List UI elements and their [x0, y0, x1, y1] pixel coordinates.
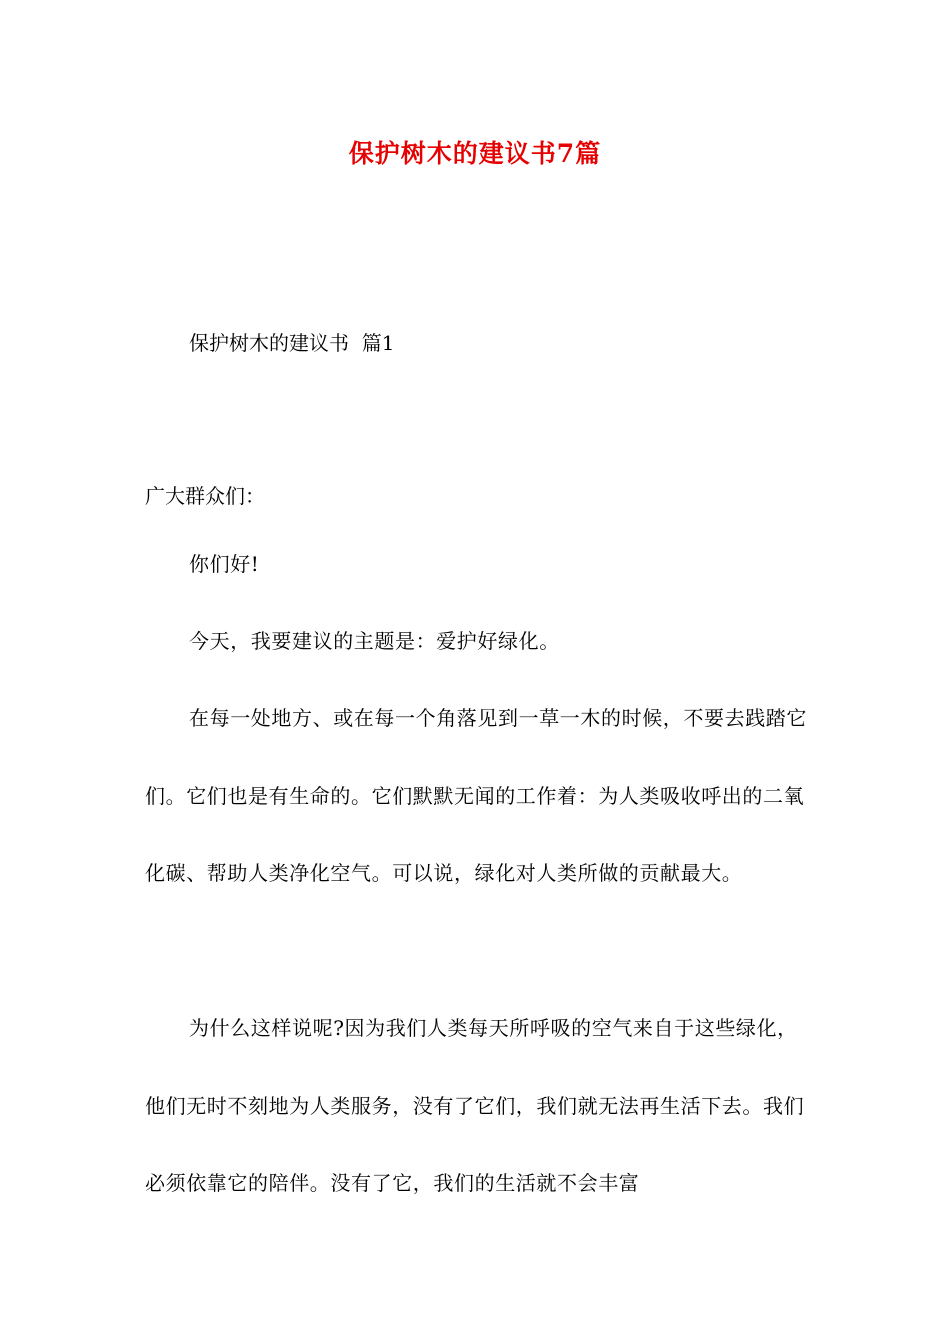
paragraph-body: 在每一处地方、或在每一个角落见到一草一木的时候，不要去践踏它们。它们也是有生命的。它们默默无闻的工作着：为人类吸收呼出的二氧化碳、帮助人类净化空气。可以说，绿化对人类所做的贡献最大。 — [145, 706, 807, 885]
paragraph-topic: 今天，我要建议的主题是：爱护好绿化。 — [189, 629, 560, 653]
document-title: 保护树木的建议书7篇 — [348, 139, 602, 168]
paragraph-reason: 为什么这样说呢?因为我们人类每天所呼吸的空气来自于这些绿化，他们无时不刻地为人类服务，没有了它们，我们就无法再生活下去。我们必须依靠它的陪伴。没有了它，我们的生活就不会丰富 — [145, 1016, 805, 1195]
salutation: 广大群众们： — [145, 484, 265, 508]
section-heading: 保护树木的建议书 篇1 — [189, 331, 395, 355]
paragraph-greeting: 你们好! — [189, 552, 260, 576]
